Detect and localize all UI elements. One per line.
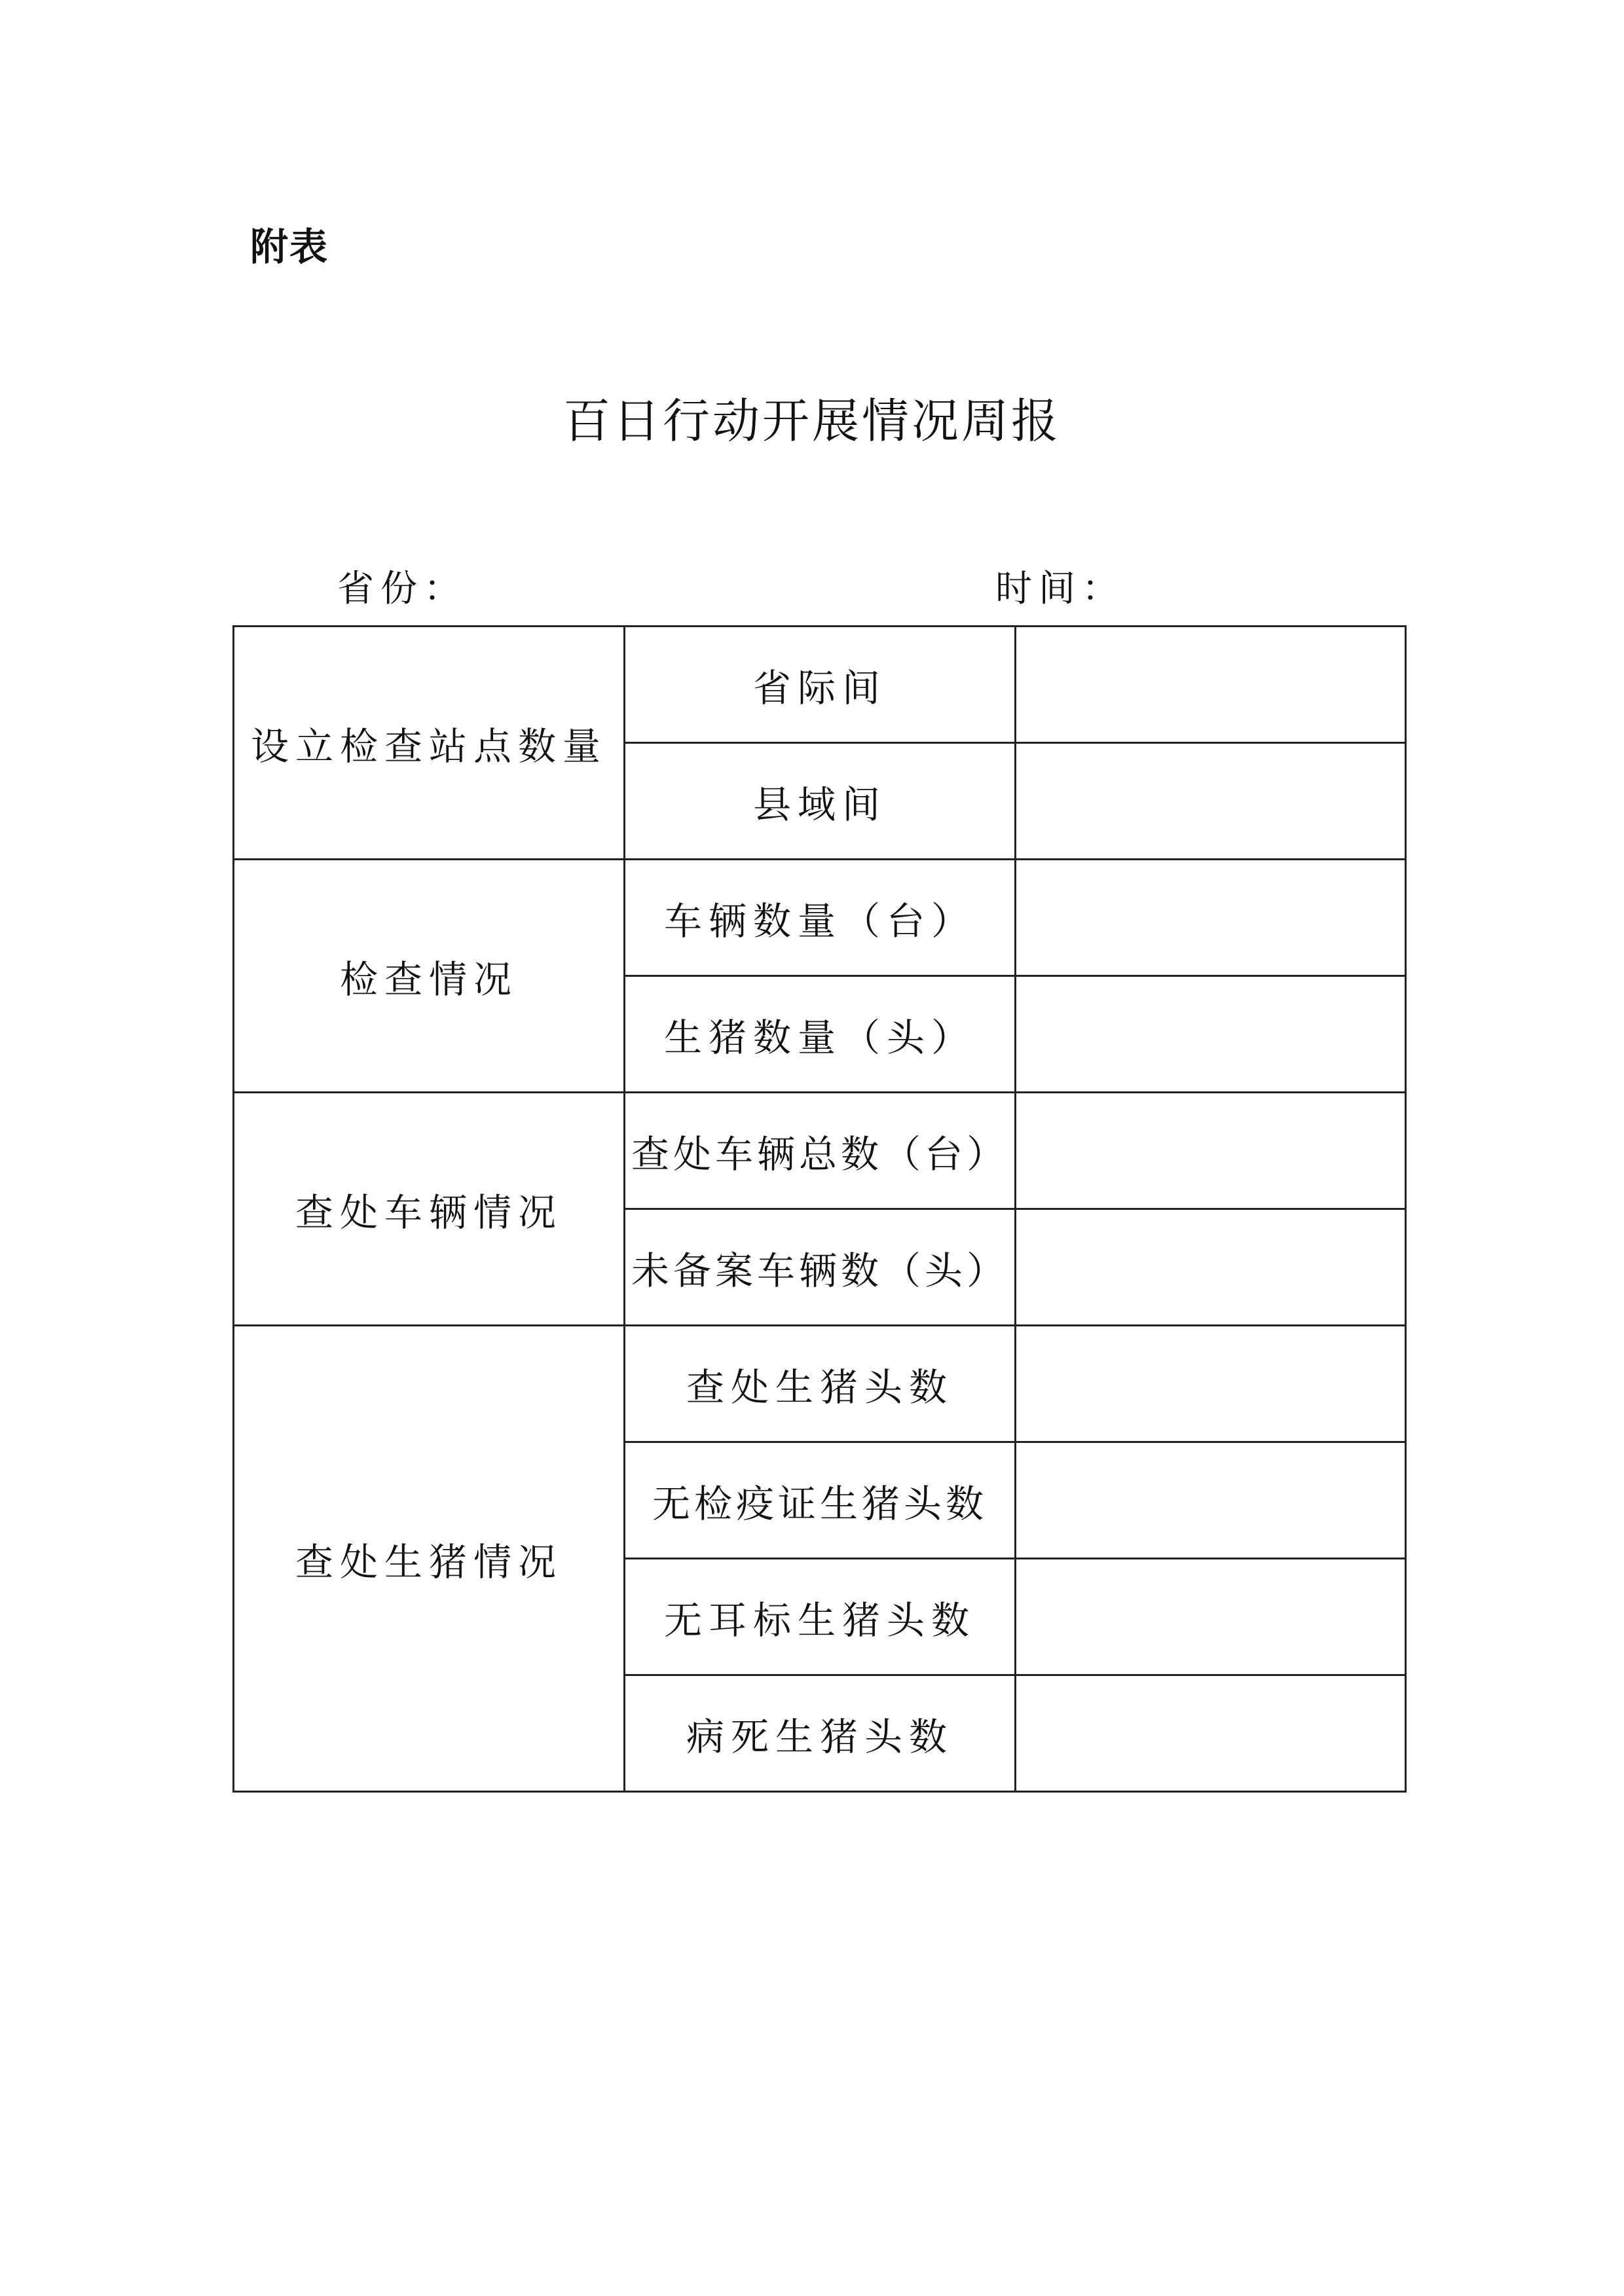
page-title: 百日行动开展情况周报 [563,393,1061,448]
group-label-pig-violations: 查处生猪情况 [234,1326,625,1792]
value-cell-dead-pigs[interactable] [1016,1675,1406,1792]
item-label-pigs-penalized: 查处生猪头数 [625,1326,1016,1442]
group-label-checkpoints: 设立检查站点数量 [234,627,625,860]
item-label-dead-pigs: 病死生猪头数 [625,1675,1016,1792]
value-cell-interprovincial[interactable] [1016,627,1406,743]
value-cell-pigs-no-quarantine-cert[interactable] [1016,1442,1406,1559]
value-cell-pigs-penalized[interactable] [1016,1326,1406,1442]
value-cell-pigs-no-ear-tag[interactable] [1016,1559,1406,1675]
item-label-vehicle-count: 车辆数量（台） [625,860,1016,976]
item-label-pig-count: 生猪数量（头） [625,976,1016,1093]
table-row [234,860,1406,976]
table-row [234,1326,1406,1442]
weekly-report-table [232,625,1407,1793]
table-row [234,1093,1406,1209]
item-label-interprovincial: 省际间 [625,627,1016,743]
time-label: 时间： [995,568,1125,610]
value-cell-pig-count[interactable] [1016,976,1406,1093]
item-label-pigs-no-ear-tag: 无耳标生猪头数 [625,1559,1016,1675]
province-label: 省份： [337,568,467,610]
value-cell-vehicle-count[interactable] [1016,860,1406,976]
group-label-vehicle-violations: 查处车辆情况 [234,1093,625,1326]
value-cell-unregistered-vehicles[interactable] [1016,1209,1406,1326]
attachment-label: 附表 [250,225,329,269]
item-label-vehicles-penalized-total: 查处车辆总数（台） [625,1093,1016,1209]
item-label-unregistered-vehicles: 未备案车辆数（头） [625,1209,1016,1326]
group-label-inspection: 检查情况 [234,860,625,1093]
table-row [234,627,1406,743]
item-label-intercounty: 县域间 [625,743,1016,860]
value-cell-vehicles-penalized-total[interactable] [1016,1093,1406,1209]
value-cell-intercounty[interactable] [1016,743,1406,860]
item-label-pigs-no-quarantine-cert: 无检疫证生猪头数 [625,1442,1016,1559]
